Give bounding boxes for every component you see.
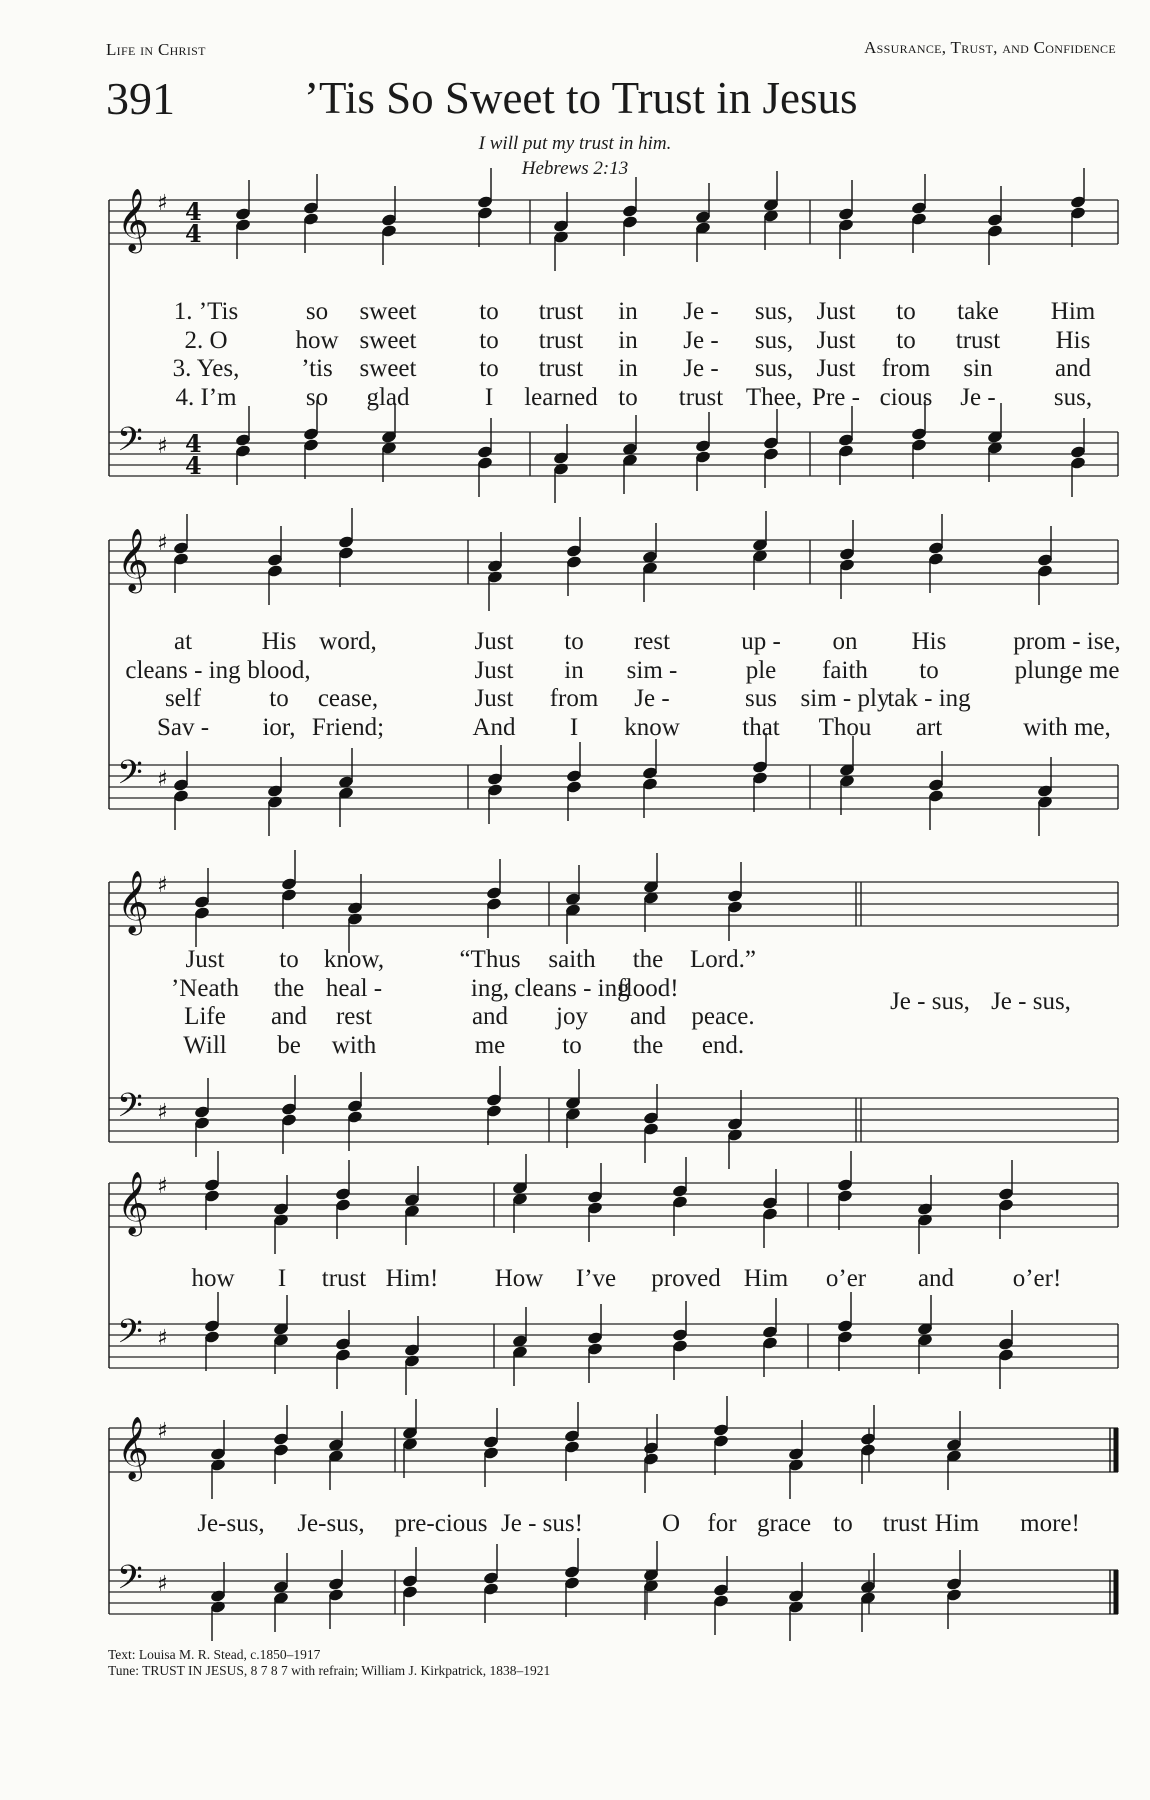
lyric-syllable: “Thus [459,946,521,973]
lyric-syllable: 3. Yes, [172,355,240,382]
lyric-syllable: Je - [683,298,719,325]
lyric-syllable: I [569,713,579,741]
refrain-syllable: Je - sus, [991,988,1071,1015]
bass-clef: 𝄢 [117,754,143,800]
lyric-syllable: rest [633,628,671,655]
lyric-syllable: Sav - [156,713,210,741]
lyric-syllable: glad [366,383,410,411]
lyric-syllable: to [269,685,289,712]
lyric-syllable: ing, [470,974,510,1002]
lyric-syllable: cease, [317,685,379,712]
lyric-syllable: I [484,383,494,411]
lyric-syllable: Just [816,298,856,325]
lyric-syllable: trust [955,326,1001,354]
lyric-syllable: Will [183,1031,227,1059]
lyric-syllable: sus, [1053,383,1093,411]
lyric-syllable: o’er [825,1265,867,1292]
lyric-syllable: Him [743,1265,789,1292]
lyric-syllable: with me, [1023,713,1111,741]
lyric-syllable: Him [1050,298,1096,325]
lyric-syllable: to [279,946,299,973]
time-signature-bottom: 4 [185,451,202,480]
lyric-syllable: for [707,1510,737,1537]
key-signature-sharp: ♯ [157,1419,168,1444]
lyric-syllable: grace [756,1510,812,1537]
lyric-syllable: trust [678,383,724,411]
lyric-syllable: prom - ise, [1013,628,1121,655]
lyric-syllable: be [277,1031,301,1059]
bass-clef: 𝄢 [117,1313,143,1359]
lyric-syllable: rest [335,1003,373,1030]
treble-clef: 𝄞 [117,1171,149,1234]
lyric-syllable: Thou [818,713,872,741]
lyric-syllable: 1. ’Tis [173,298,239,325]
lyric-syllable: Je - [683,326,719,354]
topic-header: Assurance, Trust, and Confidence [864,38,1116,57]
lyric-syllable: Pre - [812,383,860,411]
lyric-syllable: pre-cious [394,1510,488,1537]
lyric-syllable: Friend; [311,713,385,741]
lyric-syllable: 4. I’m [175,383,237,411]
bass-clef: 𝄢 [117,1559,143,1605]
time-signature-top: 4 [185,429,202,458]
key-signature-sharp: ♯ [157,531,168,556]
lyric-syllable: to [479,355,499,382]
lyric-syllable: how [191,1265,235,1292]
lyric-syllable: Je - [634,685,670,712]
lyric-syllable: trust [538,355,584,382]
lyric-syllable: Je-sus, [297,1510,365,1537]
treble-clef: 𝄞 [117,1416,149,1479]
lyric-syllable: ior, [262,713,296,741]
treble-clef: 𝄞 [117,188,149,251]
lyric-syllable: know, [323,946,385,973]
lyric-syllable: from [881,355,931,382]
lyric-syllable: to [479,326,499,354]
lyric-syllable: and [629,1003,667,1030]
lyric-syllable: sweet [359,298,417,325]
lyric-syllable: sus, [754,326,794,354]
key-signature-sharp: ♯ [157,1174,168,1199]
lyric-syllable: to [564,628,584,655]
lyric-syllable: His [911,628,947,655]
lyric-syllable: sus, [754,298,794,325]
lyric-syllable: Just [474,685,514,712]
lyric-syllable: Just [185,946,225,973]
lyric-syllable: learned [524,383,598,411]
lyric-syllable: Life [184,1003,226,1030]
key-signature-sharp: ♯ [157,434,168,459]
lyric-syllable: flood! [617,974,679,1002]
lyric-syllable: O [661,1510,681,1537]
lyric-syllable: tak - ing [887,685,971,712]
bass-clef: 𝄢 [117,421,143,467]
time-signature-top: 4 [185,197,202,226]
lyric-syllable: joy [556,1003,588,1030]
lyric-syllable: Je - [960,383,996,411]
lyric-syllable: blood, [247,656,311,684]
lyric-syllable: on [832,628,858,655]
lyric-syllable: to [618,383,638,411]
lyric-syllable: to [896,326,916,354]
section-header: Life in Christ [106,40,206,59]
lyric-syllable: trust [538,326,584,354]
lyric-syllable: cleans - ing [125,656,241,684]
lyric-syllable: heal - [325,974,383,1002]
lyric-syllable: and [917,1265,955,1292]
lyric-syllable: plunge me [1014,656,1120,684]
lyric-syllable: to [919,656,939,684]
lyric-syllable: art [915,713,943,741]
lyric-syllable: Je-sus, [197,1510,265,1537]
treble-clef: 𝄞 [117,870,149,933]
lyric-syllable: Just [474,656,514,684]
lyric-syllable: proved [651,1265,721,1292]
lyric-syllable: word, [319,628,377,655]
key-signature-sharp: ♯ [157,1572,168,1597]
lyric-syllable: the [632,946,664,973]
lyric-syllable: Just [816,355,856,382]
lyric-syllable: that [742,713,780,741]
lyric-syllable: Him! [385,1265,439,1292]
lyric-syllable: in [618,298,638,325]
lyric-syllable: How [494,1265,544,1292]
lyric-syllable: trust [882,1510,928,1537]
lyric-syllable: I’ve [575,1265,617,1292]
key-signature-sharp: ♯ [157,191,168,216]
lyric-syllable: ’Neath [170,974,240,1002]
lyric-syllable: to [833,1510,853,1537]
lyric-syllable: know [624,713,680,741]
lyric-syllable: so [305,298,329,325]
lyric-syllable: trust [538,298,584,325]
lyric-syllable: so [305,383,329,411]
lyric-syllable: sweet [359,326,417,354]
lyric-syllable: with [331,1031,377,1059]
hymn-title: ’Tis So Sweet to Trust in Jesus [304,73,858,123]
time-signature-bottom: 4 [185,219,202,248]
lyric-syllable: and [270,1003,308,1030]
refrain-syllable: Je - sus, [890,988,970,1015]
lyric-syllable: self [164,685,202,712]
lyric-syllable: 2. O [184,326,228,354]
lyric-syllable: sim - [626,656,678,684]
lyric-syllable: Just [474,628,514,655]
lyric-syllable: take [957,298,999,325]
lyric-syllable: sus [745,685,777,712]
bass-clef: 𝄢 [117,1087,143,1133]
lyric-syllable: me [474,1031,506,1059]
lyric-syllable: Lord.” [690,946,756,973]
lyric-syllable: sin [963,355,993,382]
lyric-syllable: up - [741,628,781,655]
credit-text: Text: Louisa M. R. Stead, c.1850–1917 [108,1647,321,1662]
lyric-syllable: in [564,656,584,684]
lyric-syllable: sweet [359,355,417,382]
epigraph-reference: Hebrews 2:13 [521,158,629,179]
lyric-syllable: from [549,685,599,712]
lyric-syllable: to [896,298,916,325]
lyric-syllable: end. [701,1031,745,1059]
lyric-syllable: And [472,713,516,741]
lyric-syllable: I [277,1265,287,1292]
lyric-syllable: sus, [754,355,794,382]
lyric-syllable: Je - sus! [501,1510,583,1537]
lyric-syllable: Thee, [745,383,803,411]
treble-clef: 𝄞 [117,528,149,591]
lyric-syllable: cleans - ing [514,974,630,1002]
lyric-syllable: ple [745,656,777,684]
lyric-syllable: peace. [691,1003,755,1030]
lyric-syllable: in [618,355,638,382]
lyric-syllable: sim - ply [800,685,890,712]
lyric-syllable: how [295,326,339,354]
lyric-syllable: more! [1020,1510,1080,1537]
lyric-syllable: in [618,326,638,354]
key-signature-sharp: ♯ [157,873,168,898]
lyric-syllable: saith [548,946,596,973]
lyric-syllable: to [562,1031,582,1059]
key-signature-sharp: ♯ [157,1100,168,1125]
lyric-syllable: ’tis [301,355,333,382]
lyric-syllable: Just [816,326,856,354]
lyric-syllable: faith [822,656,868,684]
lyric-syllable: trust [321,1265,367,1292]
lyric-syllable: the [632,1031,664,1059]
lyric-syllable: at [173,628,193,655]
lyric-syllable: and [471,1003,509,1030]
lyric-syllable: His [261,628,297,655]
key-signature-sharp: ♯ [157,767,168,792]
lyric-syllable: to [479,298,499,325]
epigraph-text: I will put my trust in him. [478,133,672,154]
lyric-syllable: His [1055,326,1091,354]
lyric-syllable: and [1054,355,1092,382]
key-signature-sharp: ♯ [157,1326,168,1351]
lyric-syllable: the [273,974,305,1002]
lyric-syllable: Je - [683,355,719,382]
lyric-syllable: cious [879,383,933,411]
credit-tune: Tune: TRUST IN JESUS, 8 7 8 7 with refrain; William J. Kirkpatrick, 1838–1921 [108,1663,551,1678]
lyric-syllable: o’er! [1012,1265,1062,1292]
hymn-number: 391 [106,73,175,124]
lyric-syllable: Him [934,1510,980,1537]
